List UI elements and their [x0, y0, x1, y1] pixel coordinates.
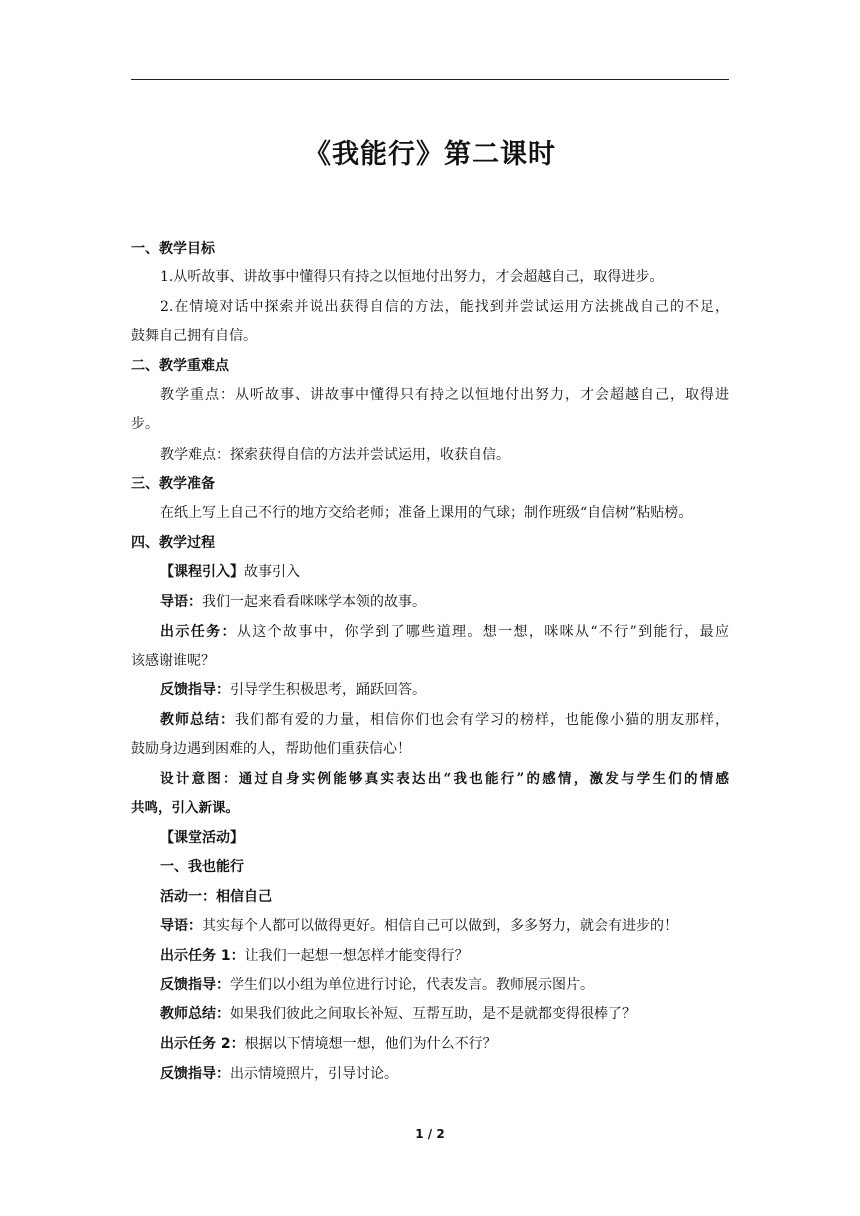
task-1-label: 出示任务 1：: [160, 948, 245, 964]
section-heading-key-points: 二、教学重难点: [131, 358, 229, 374]
objective-1: 1.从听故事、讲故事中懂得只有持之以恒地付出努力，才会超越自己，取得进步。: [160, 269, 664, 285]
feedback-3-label: 反馈指导：: [160, 1066, 230, 1082]
summary-2-paragraph: [160, 1004, 729, 1024]
task-2-text: 根据以下情境想一想，他们为什么不行？: [244, 1036, 497, 1052]
feedback-2-text: 学生们以小组为单位进行讨论，代表发言。教师展示图片。: [230, 977, 594, 993]
task-label: 出示任务：: [160, 624, 237, 640]
design-intent-line-2: 共鸣，引入新课。: [131, 800, 239, 816]
preparation-text: 在纸上写上自己不行的地方交给老师；准备上课用的气球；制作班级“自信树”粘贴榜。: [160, 505, 693, 521]
section-heading-preparation: 三、教学准备: [131, 476, 215, 492]
intro-heading: [160, 562, 729, 582]
lead-paragraph: [160, 592, 729, 612]
activity-one-heading: 活动一：相信自己: [160, 889, 272, 905]
feedback-text: 引导学生积极思考，踊跃回答。: [230, 682, 426, 698]
task-2-paragraph: [160, 1034, 729, 1054]
key-point-line-2: 步。: [131, 416, 159, 432]
feedback-label: 反馈指导：: [160, 682, 230, 698]
feedback-3-text: 出示情境照片，引导讨论。: [230, 1066, 398, 1082]
summary-paragraph-line-1: [160, 710, 729, 730]
summary-text-1: 我们都有爱的力量，相信你们也会有学习的榜样，也能像小猫的朋友那样，: [235, 712, 729, 728]
summary-2-label: 教师总结：: [160, 1006, 230, 1022]
header-rule: [131, 79, 729, 80]
lead-label: 导语：: [160, 594, 202, 610]
summary-paragraph-line-2: 鼓励身边遇到困难的人，帮助他们重获信心！: [131, 741, 411, 757]
task-paragraph-line-2: 该感谢谁呢？: [131, 653, 215, 669]
activity-heading: 【课堂活动】: [160, 830, 244, 846]
section-heading-process: 四、教学过程: [131, 535, 215, 551]
feedback-2-paragraph: [160, 975, 729, 995]
lead-2-paragraph: [160, 916, 729, 936]
lead-text: 我们一起来看看咪咪学本领的故事。: [202, 594, 426, 610]
lead-2-label: 导语：: [160, 918, 202, 934]
key-point-line-1: 教学重点：从听故事、讲故事中懂得只有持之以恒地付出努力，才会超越自己，取得进: [160, 387, 729, 403]
section-heading-objectives: 一、教学目标: [131, 241, 215, 257]
part-one-heading: 一、我也能行: [160, 859, 244, 875]
summary-label: 教师总结：: [160, 712, 235, 728]
task-1-paragraph: [160, 946, 729, 966]
difficulty-text: 教学难点：探索获得自信的方法并尝试运用，收获自信。: [160, 447, 510, 463]
task-2-label: 出示任务 2：: [160, 1036, 245, 1052]
summary-2-text: 如果我们彼此之间取长补短、互帮互助，是不是就都变得很棒了？: [230, 1006, 636, 1022]
intro-title: 故事引入: [244, 564, 300, 580]
lead-2-text: 其实每个人都可以做得更好。相信自己可以做到，多多努力，就会有进步的！: [202, 918, 678, 934]
design-intent-line-1: 设计意图：通过自身实例能够真实表达出“我也能行”的感情，激发与学生们的情感: [160, 771, 729, 787]
intro-label: 【课程引入】: [160, 564, 244, 580]
feedback-2-label: 反馈指导：: [160, 977, 230, 993]
task-text-1: 从这个故事中，你学到了哪些道理。想一想，咪咪从“不行”到能行，最应: [236, 624, 729, 640]
objective-2-line-1: 2.在情境对话中探索并说出获得自信的方法，能找到并尝试运用方法挑战自己的不足，: [160, 299, 729, 315]
document-title: 《我能行》第二课时: [304, 139, 556, 170]
feedback-3-paragraph: [160, 1064, 729, 1084]
page-number: 1 / 2: [415, 1127, 445, 1141]
task-1-text: 让我们一起想一想怎样才能变得行？: [244, 948, 469, 964]
objective-2-line-2: 鼓舞自己拥有自信。: [131, 328, 257, 344]
feedback-paragraph: [160, 680, 729, 700]
task-paragraph-line-1: [160, 622, 729, 642]
